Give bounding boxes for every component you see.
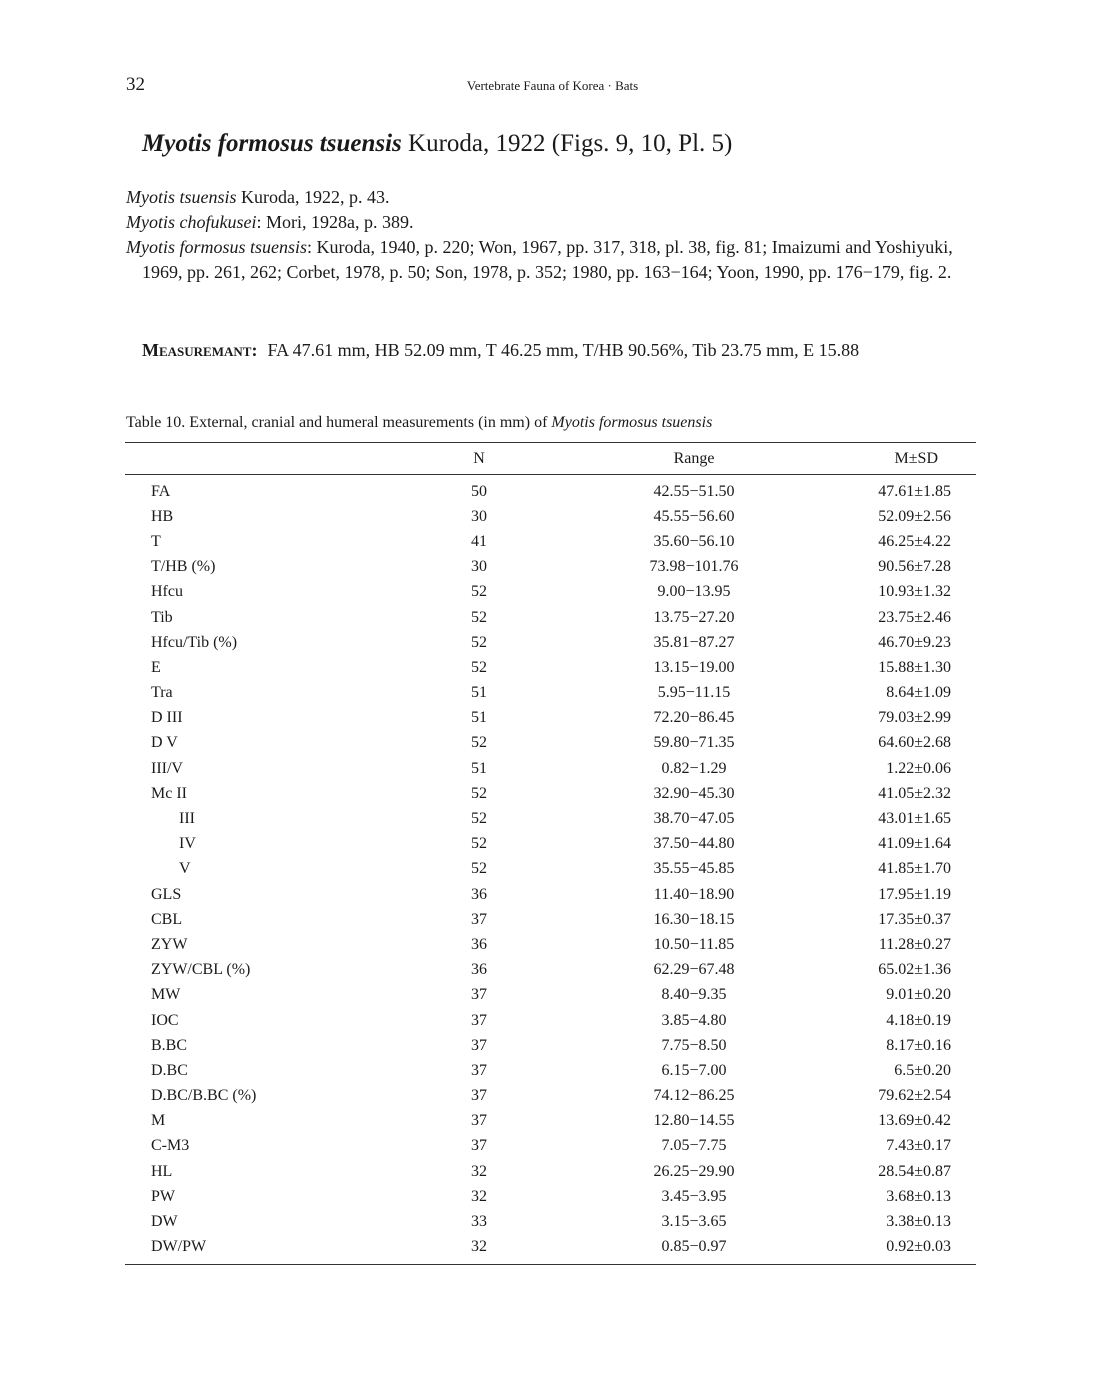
measure-name: D III bbox=[151, 709, 183, 727]
sample-size: 51 bbox=[471, 759, 487, 777]
table-header-row bbox=[125, 443, 976, 475]
sample-size: 32 bbox=[444, 1235, 514, 1265]
synonymy-entry bbox=[126, 210, 976, 235]
synonym-name: Myotis chofukusei bbox=[126, 212, 257, 232]
synonym-citation: Kuroda, 1922, p. 43. bbox=[236, 187, 390, 207]
table-row bbox=[125, 630, 976, 655]
table-row bbox=[125, 781, 976, 806]
table-row bbox=[125, 681, 976, 706]
mean-sd-value: 46.70±9.23 bbox=[878, 633, 951, 651]
range-value: 3.45−3.95 bbox=[661, 1187, 727, 1205]
mean-sd-value: 23.75±2.46 bbox=[878, 608, 951, 626]
sample-size: 36 bbox=[471, 885, 487, 903]
range-value: 42.55−51.50 bbox=[653, 482, 735, 500]
range-value: 74.12−86.25 bbox=[653, 1087, 735, 1105]
range-value: 0.82−1.29 bbox=[661, 759, 727, 777]
mean-sd-value: 7.43±0.17 bbox=[886, 1137, 951, 1155]
table-row bbox=[125, 882, 976, 907]
mean-sd-value: 3.68±0.13 bbox=[886, 1187, 951, 1205]
table-row bbox=[125, 731, 976, 756]
table-row bbox=[125, 1184, 976, 1209]
measure-name: ZYW bbox=[151, 935, 188, 953]
range-value: 37.50−44.80 bbox=[653, 835, 735, 853]
range-value: 6.15−7.00 bbox=[661, 1061, 727, 1079]
table-row bbox=[125, 1033, 976, 1058]
sample-size: 52 bbox=[471, 860, 487, 878]
mean-sd-value: 8.64±1.09 bbox=[886, 684, 951, 702]
mean-sd-value: 90.56±7.28 bbox=[878, 558, 951, 576]
species-title bbox=[142, 130, 732, 158]
sample-size: 37 bbox=[471, 1061, 487, 1079]
range-value: 35.60−56.10 bbox=[653, 532, 735, 550]
measure-name: IV bbox=[179, 835, 196, 853]
range-value: 16.30−18.15 bbox=[653, 910, 735, 928]
table-row bbox=[125, 580, 976, 605]
range-value: 13.75−27.20 bbox=[653, 608, 735, 626]
mean-sd-value: 41.09±1.64 bbox=[878, 835, 951, 853]
table-body bbox=[125, 475, 976, 1265]
sample-size: 52 bbox=[471, 633, 487, 651]
table-row bbox=[125, 1209, 976, 1234]
measure-name: D.BC/B.BC (%) bbox=[151, 1087, 257, 1105]
mean-sd-value: 10.93±1.32 bbox=[878, 583, 951, 601]
range-value: 10.50−11.85 bbox=[653, 935, 735, 953]
sample-size: 32 bbox=[471, 1162, 487, 1180]
range-value: 12.80−14.55 bbox=[653, 1112, 735, 1130]
table-row bbox=[125, 1008, 976, 1033]
mean-sd-value: 11.28±0.27 bbox=[878, 935, 951, 953]
measure-name: D.BC bbox=[151, 1061, 188, 1079]
mean-sd-value: 6.5±0.20 bbox=[894, 1061, 951, 1079]
table-row bbox=[125, 983, 976, 1008]
synonym-citation: : Kuroda, 1940, p. 220; Won, 1967, pp. 317, 318, pl. 38, fig. 81; Imaizumi and Yoshiyuki, 1969, pp. 261, 262; Corbet, 1978, p. 50; Son, 1978, p. 352; 1980, pp. 163−164; Yoon, 1990, pp. 176−179, fig. 2. bbox=[142, 237, 953, 282]
sample-size: 51 bbox=[471, 709, 487, 727]
range-value: 8.40−9.35 bbox=[661, 986, 727, 1004]
measure-name: HL bbox=[151, 1162, 173, 1180]
synonymy-entry bbox=[126, 185, 976, 210]
measure-name: B.BC bbox=[151, 1036, 188, 1054]
synonymy-entry bbox=[126, 235, 976, 285]
table-row bbox=[125, 857, 976, 882]
mean-sd-value: 8.17±0.16 bbox=[886, 1036, 951, 1054]
range-value: 3.85−4.80 bbox=[661, 1011, 727, 1029]
sample-size: 52 bbox=[471, 658, 487, 676]
range-value: 62.29−67.48 bbox=[653, 961, 735, 979]
measure-name: Hfcu/Tib (%) bbox=[151, 633, 238, 651]
table-row bbox=[125, 756, 976, 781]
table-caption-text: Table 10. External, cranial and humeral measurements (in mm) of bbox=[126, 414, 552, 431]
table-row bbox=[125, 1134, 976, 1159]
sample-size: 37 bbox=[471, 1087, 487, 1105]
mean-sd-value: 41.85±1.70 bbox=[878, 860, 951, 878]
table-row bbox=[125, 907, 976, 932]
running-header: Vertebrate Fauna of Korea · Bats bbox=[466, 78, 639, 93]
synonymy-list bbox=[126, 185, 976, 285]
mean-sd-value: 52.09±2.56 bbox=[878, 507, 951, 525]
mean-sd-value: 47.61±1.85 bbox=[878, 482, 951, 500]
mean-sd-value: 13.69±0.42 bbox=[878, 1112, 951, 1130]
table-row bbox=[125, 832, 976, 857]
sample-size: 52 bbox=[471, 608, 487, 626]
measure-name: T/HB (%) bbox=[151, 558, 216, 576]
measure-name: Tra bbox=[151, 684, 173, 702]
sample-size: 36 bbox=[471, 961, 487, 979]
mean-sd-value: 43.01±1.65 bbox=[878, 810, 951, 828]
column-header-range: Range bbox=[514, 443, 874, 475]
figure-references: (Figs. 9, 10, Pl. 5) bbox=[545, 130, 733, 157]
measure-name: D V bbox=[151, 734, 178, 752]
mean-sd-value: 9.01±0.20 bbox=[886, 986, 951, 1004]
table-row bbox=[125, 932, 976, 957]
sample-size: 36 bbox=[471, 935, 487, 953]
range-value: 35.81−87.27 bbox=[653, 633, 735, 651]
table-row bbox=[125, 1058, 976, 1083]
range-value: 72.20−86.45 bbox=[653, 709, 735, 727]
species-authority: Kuroda, 1922 bbox=[401, 130, 546, 157]
range-value: 7.05−7.75 bbox=[661, 1137, 727, 1155]
measure-name: Tib bbox=[151, 608, 173, 626]
table-caption bbox=[126, 414, 712, 432]
measure-name: V bbox=[179, 860, 191, 878]
mean-sd-value: 46.25±4.22 bbox=[878, 532, 951, 550]
measure-name: GLS bbox=[151, 885, 182, 903]
sample-size: 37 bbox=[471, 1036, 487, 1054]
mean-sd-value: 28.54±0.87 bbox=[878, 1162, 951, 1180]
measurements-table bbox=[125, 442, 976, 1265]
measure-name: E bbox=[151, 658, 161, 676]
mean-sd-value: 1.22±0.06 bbox=[886, 759, 951, 777]
measure-name: MW bbox=[151, 986, 181, 1004]
column-header-n: N bbox=[444, 443, 514, 475]
column-header-measure bbox=[125, 443, 444, 475]
range-value: 45.55−56.60 bbox=[653, 507, 735, 525]
table-header bbox=[125, 443, 976, 475]
mean-sd-value: 4.18±0.19 bbox=[886, 1011, 951, 1029]
mean-sd-value: 3.38±0.13 bbox=[886, 1213, 951, 1231]
sample-size: 37 bbox=[471, 986, 487, 1004]
sample-size: 30 bbox=[471, 558, 487, 576]
synonym-citation: : Mori, 1928a, p. 389. bbox=[256, 212, 414, 232]
range-value: 0.85−0.97 bbox=[514, 1235, 874, 1265]
measure-name: III bbox=[179, 810, 195, 828]
synonym-name: Myotis formosus tsuensis bbox=[126, 237, 308, 257]
mean-sd-value: 17.35±0.37 bbox=[878, 910, 951, 928]
sample-size: 37 bbox=[471, 1112, 487, 1130]
range-value: 7.75−8.50 bbox=[661, 1036, 727, 1054]
measure-name: DW/PW bbox=[125, 1235, 444, 1265]
range-value: 3.15−3.65 bbox=[661, 1213, 727, 1231]
measure-name: IOC bbox=[151, 1011, 179, 1029]
measure-name: Mc II bbox=[151, 784, 187, 802]
mean-sd-value: 64.60±2.68 bbox=[878, 734, 951, 752]
range-value: 9.00−13.95 bbox=[657, 583, 731, 601]
range-value: 73.98−101.76 bbox=[649, 558, 739, 576]
measure-name: PW bbox=[151, 1187, 175, 1205]
measure-name: T bbox=[151, 532, 161, 550]
range-value: 59.80−71.35 bbox=[653, 734, 735, 752]
sample-size: 52 bbox=[471, 784, 487, 802]
sample-size: 52 bbox=[471, 835, 487, 853]
measure-name: DW bbox=[151, 1213, 178, 1231]
range-value: 38.70−47.05 bbox=[653, 810, 735, 828]
sample-size: 41 bbox=[471, 532, 487, 550]
sample-size: 32 bbox=[471, 1187, 487, 1205]
mean-sd-value: 79.62±2.54 bbox=[878, 1087, 951, 1105]
sample-size: 37 bbox=[471, 1011, 487, 1029]
page-number: 32 bbox=[126, 74, 145, 95]
table-row bbox=[125, 1159, 976, 1184]
measure-name: C-M3 bbox=[151, 1137, 190, 1155]
mean-sd-value: 15.88±1.30 bbox=[878, 658, 951, 676]
sample-size: 52 bbox=[471, 583, 487, 601]
mean-sd-value: 0.92±0.03 bbox=[874, 1235, 976, 1265]
mean-sd-value: 65.02±1.36 bbox=[878, 961, 951, 979]
table-row bbox=[125, 605, 976, 630]
measurement-label: Measuremant: bbox=[142, 340, 258, 360]
mean-sd-value: 79.03±2.99 bbox=[878, 709, 951, 727]
sample-size: 50 bbox=[471, 482, 487, 500]
range-value: 5.95−11.15 bbox=[657, 684, 731, 702]
table-row bbox=[125, 706, 976, 731]
column-header-mean-sd: M±SD bbox=[874, 443, 976, 475]
table-row bbox=[125, 1084, 976, 1109]
measure-name: CBL bbox=[151, 910, 183, 928]
synonym-name: Myotis tsuensis bbox=[126, 187, 237, 207]
mean-sd-value: 41.05±2.32 bbox=[878, 784, 951, 802]
sample-size: 37 bbox=[471, 1137, 487, 1155]
sample-size: 51 bbox=[471, 684, 487, 702]
table-row bbox=[125, 529, 976, 554]
measure-name: ZYW/CBL (%) bbox=[151, 961, 251, 979]
sample-size: 52 bbox=[471, 810, 487, 828]
measurement-text: FA 47.61 mm, HB 52.09 mm, T 46.25 mm, T/HB 90.56%, Tib 23.75 mm, E 15.88 bbox=[267, 340, 860, 360]
table-row bbox=[125, 504, 976, 529]
range-value: 11.40−18.90 bbox=[653, 885, 735, 903]
range-value: 35.55−45.85 bbox=[653, 860, 735, 878]
range-value: 13.15−19.00 bbox=[653, 658, 735, 676]
measure-name: Hfcu bbox=[151, 583, 183, 601]
measure-name: III/V bbox=[151, 759, 183, 777]
table-row bbox=[125, 655, 976, 680]
table-caption-taxon: Myotis formosus tsuensis bbox=[551, 414, 713, 431]
measure-name: FA bbox=[151, 482, 171, 500]
species-scientific-name: Myotis formosus tsuensis bbox=[142, 130, 402, 157]
mean-sd-value: 17.95±1.19 bbox=[878, 885, 951, 903]
table-row bbox=[125, 806, 976, 831]
measure-name: M bbox=[151, 1112, 166, 1130]
range-value: 26.25−29.90 bbox=[653, 1162, 735, 1180]
sample-size: 52 bbox=[471, 734, 487, 752]
range-value: 32.90−45.30 bbox=[653, 784, 735, 802]
measure-name: HB bbox=[151, 507, 174, 525]
sample-size: 33 bbox=[471, 1213, 487, 1231]
table-row bbox=[125, 1109, 976, 1134]
table-row bbox=[125, 958, 976, 983]
table-row bbox=[125, 475, 976, 505]
table-row bbox=[125, 1235, 976, 1265]
table-row bbox=[125, 555, 976, 580]
measurement-summary bbox=[142, 338, 976, 363]
sample-size: 37 bbox=[471, 910, 487, 928]
sample-size: 30 bbox=[471, 507, 487, 525]
